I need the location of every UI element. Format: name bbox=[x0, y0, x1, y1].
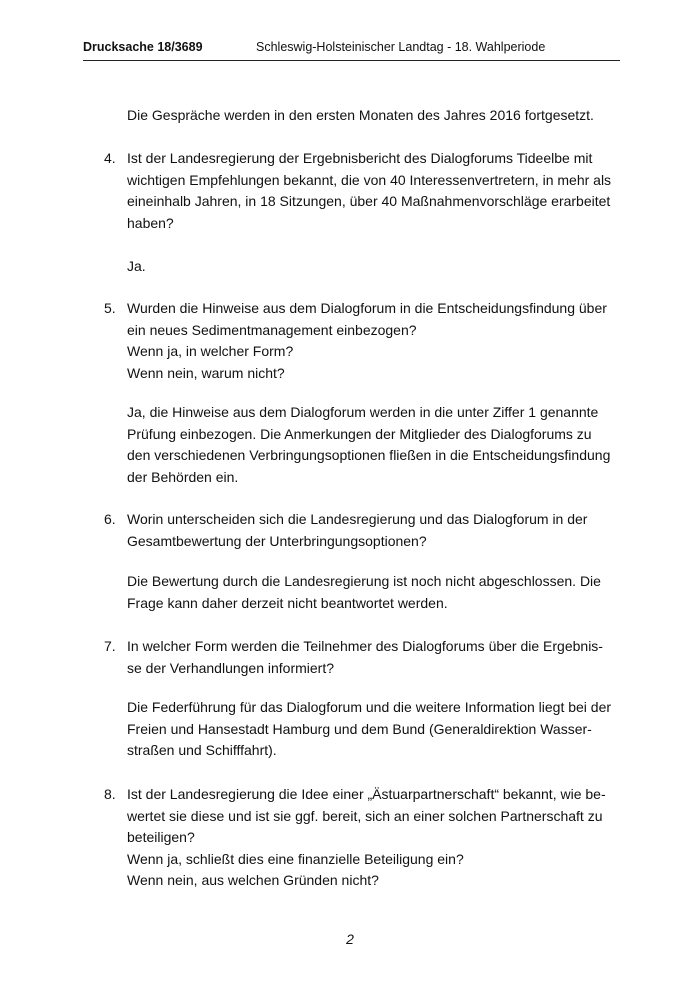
text-line: Prüfung einbezogen. Die Anmerkungen der Mitglieder des Dialogforums zu bbox=[127, 425, 592, 442]
question-5-text bbox=[127, 298, 627, 384]
text-line: den verschiedenen Verbringungsoptionen fließen in die Entscheidungsfindung bbox=[127, 447, 611, 463]
text-line: wertet sie diese und ist sie ggf. bereit, sich an einer solchen Partnerschaft zu bbox=[127, 807, 603, 824]
question-number: 4. bbox=[104, 150, 116, 166]
question-8-text bbox=[127, 784, 627, 892]
text-line: Ja. bbox=[127, 258, 146, 274]
question-number: 5. bbox=[104, 300, 116, 316]
text-line: ein neues Sedimentmanagement einbezogen? bbox=[127, 321, 417, 338]
text-line: Die Federführung für das Dialogforum und die weitere Information liegt bei der bbox=[127, 699, 612, 715]
text-line: se der Verhandlungen informiert? bbox=[127, 659, 335, 676]
answer-6-text bbox=[127, 571, 627, 614]
text-line: beteiligen? bbox=[127, 829, 195, 845]
text-line: Ist der Landesregierung der Ergebnisbericht des Dialogforums Tideelbe mit bbox=[127, 150, 593, 166]
text-line: Worin unterscheiden sich die Landesregierung und das Dialogforum in der bbox=[127, 511, 588, 527]
document-id: Drucksache 18/3689 bbox=[83, 40, 203, 54]
text-line: Freien und Hansestadt Hamburg und dem Bund (Generaldirektion Wasser- bbox=[127, 720, 592, 737]
text-line: In welcher Form werden die Teilnehmer des Dialogforums über die Ergebnis- bbox=[127, 638, 603, 654]
text-line: Wenn ja, in welcher Form? bbox=[127, 343, 294, 359]
question-number: 7. bbox=[104, 638, 116, 654]
answer-4-text bbox=[127, 256, 627, 278]
text-line: Wenn nein, warum nicht? bbox=[127, 364, 285, 381]
answer-7-text bbox=[127, 697, 627, 762]
text-line: Wenn ja, schließt dies eine finanzielle Beteiligung ein? bbox=[127, 850, 464, 867]
question-number: 8. bbox=[104, 786, 116, 802]
text-line: haben? bbox=[127, 214, 174, 231]
question-7-text bbox=[127, 636, 627, 679]
text-line: Gesamtbewertung der Unterbringungsoptionen? bbox=[127, 532, 427, 549]
text-line: Wenn nein, aus welchen Gründen nicht? bbox=[127, 872, 379, 888]
text-line: Ist der Landesregierung die Idee einer „Ästuarpartnerschaft“ bekannt, wie be- bbox=[127, 786, 606, 802]
intro-paragraph bbox=[127, 105, 627, 127]
text-line: Frage kann daher derzeit nicht beantwortet werden. bbox=[127, 594, 448, 611]
parliament-title: Schleswig-Holsteinischer Landtag - 18. Wahlperiode bbox=[256, 40, 546, 54]
question-4-text bbox=[127, 148, 627, 234]
text-line: Die Bewertung durch die Landesregierung ist noch nicht abgeschlossen. Die bbox=[127, 573, 601, 589]
page-header bbox=[83, 40, 620, 61]
question-number: 6. bbox=[104, 511, 116, 527]
text-line: straßen und Schifffahrt). bbox=[127, 742, 277, 758]
text-line: wichtigen Empfehlungen bekannt, die von 40 Interessenvertretern, in mehr als bbox=[127, 171, 612, 188]
text-line: der Behörden ein. bbox=[127, 468, 239, 485]
question-6-text bbox=[127, 509, 627, 552]
text-line: eineinhalb Jahren, in 18 Sitzungen, über 40 Maßnahmenvorschläge erarbeitet bbox=[127, 193, 611, 209]
text-line: Wurden die Hinweise aus dem Dialogforum in die Entscheidungsfindung über bbox=[127, 300, 607, 316]
page-number: 2 bbox=[346, 931, 354, 947]
answer-5-text bbox=[127, 402, 627, 488]
text-line: Ja, die Hinweise aus dem Dialogforum werden in die unter Ziffer 1 genannte bbox=[127, 404, 599, 420]
text-line: Die Gespräche werden in den ersten Monaten des Jahres 2016 fortgesetzt. bbox=[127, 107, 594, 123]
